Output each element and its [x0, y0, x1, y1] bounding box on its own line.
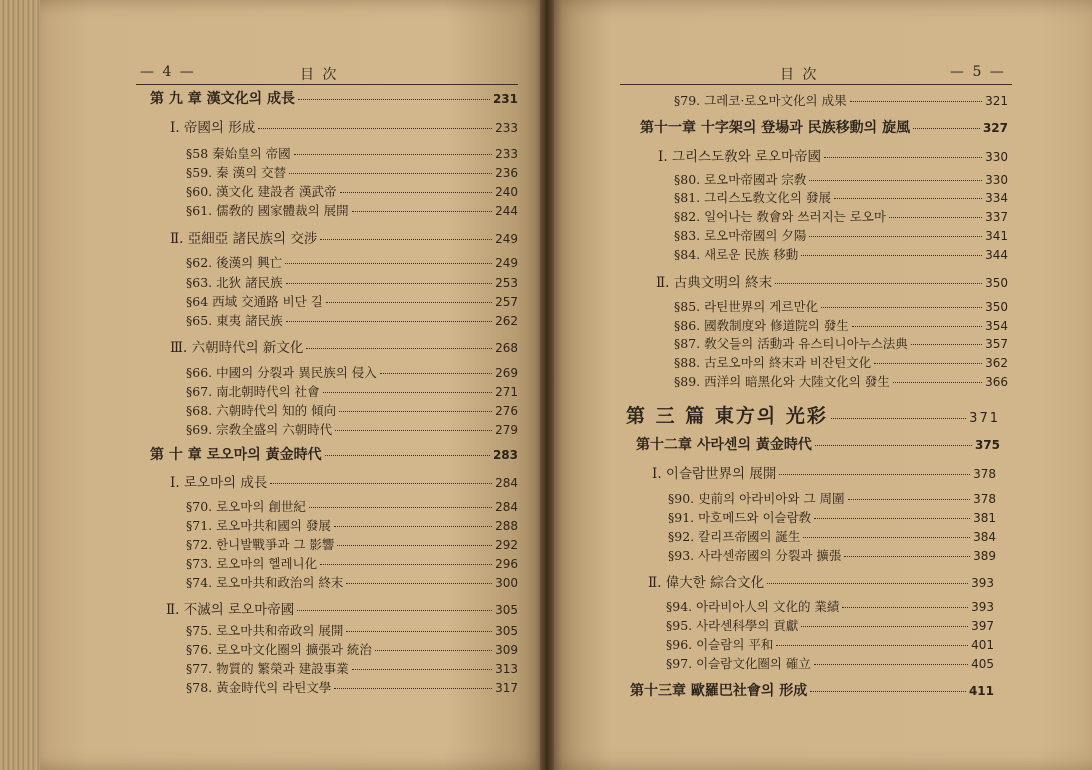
toc-entry: §66. 中國의 分裂과 異民族의 侵入 269 [186, 365, 518, 380]
left-page-number: — 4 — [140, 64, 196, 80]
toc-entry: §78. 黃金時代의 라틴文學 317 [186, 680, 518, 695]
toc-entry: §95. 사라센科學의 貢獻 397 [666, 618, 994, 633]
toc-entry: §62. 後漢의 興亡 249 [186, 255, 518, 270]
toc-entry: §75. 로오마共和帝政의 展開 305 [186, 623, 518, 638]
toc-entry: §81. 그리스도敎文化의 發展 334 [674, 190, 1008, 205]
toc-entry: §76. 로오마文化圈의 擴張과 統治 309 [186, 642, 518, 657]
toc-entry: §58 秦始皇의 帝國 233 [186, 146, 518, 161]
right-page-number: — 5 — [950, 64, 1006, 80]
toc-entry: Ⅱ. 偉大한 綜合文化 393 [648, 575, 994, 591]
toc-entry: §64 西域 交通路 비단 길 257 [186, 294, 518, 309]
toc-entry: Ⅰ. 帝國의 形成 233 [170, 120, 518, 136]
left-header-rule [136, 84, 518, 85]
toc-entry: §87. 敎父들의 活動과 유스티니아누스法典 357 [674, 336, 1008, 351]
toc-entry: §84. 새로운 民族 移動 344 [674, 247, 1008, 262]
toc-entry: §94. 아라비아人의 文化的 業績 393 [666, 599, 994, 614]
toc-entry: §82. 일어나는 敎會와 쓰러지는 로오마 337 [674, 209, 1008, 224]
toc-part-entry: 第 三 篇 東方의 光彩 371 [626, 405, 1000, 427]
toc-entry: 第十三章 歐羅巴社會의 形成 411 [630, 683, 994, 699]
toc-entry: §68. 六朝時代의 知的 傾向 276 [186, 403, 518, 418]
toc-entry: Ⅰ. 이슬람世界의 展開 378 [652, 466, 996, 482]
toc-entry: 第十一章 十字架의 登場과 民族移動의 旋風 327 [640, 120, 1008, 136]
toc-entry: §65. 東夷 諸民族 262 [186, 313, 518, 328]
book-spine [540, 0, 554, 770]
toc-entry: §72. 한니발戰爭과 그 影響 292 [186, 537, 518, 552]
toc-entry: Ⅱ. 不滅의 로오마帝國 305 [166, 602, 518, 618]
toc-entry: §85. 라틴世界의 게르만化 350 [674, 299, 1008, 314]
toc-entry: §91. 마호메드와 이슬람敎 381 [668, 510, 996, 525]
toc-entry: §80. 로오마帝國과 宗敎 330 [674, 172, 1008, 187]
right-header-title: 目 次 [780, 67, 819, 83]
toc-entry: §61. 儒敎的 國家體裁의 展開 244 [186, 203, 518, 218]
toc-entry: §79. 그레코·로오마文化의 成果 321 [674, 93, 1008, 108]
toc-entry: §77. 物質的 繁榮과 建設事業 313 [186, 661, 518, 676]
left-header-title: 目 次 [300, 67, 339, 83]
toc-entry: Ⅱ. 亞細亞 諸民族의 交涉 249 [170, 231, 518, 247]
right-header-rule [620, 84, 1012, 85]
toc-entry: §90. 史前의 아라비아와 그 周圍 378 [668, 491, 996, 506]
toc-entry: 第十二章 사라센의 黃金時代 375 [636, 437, 1000, 453]
toc-entry: Ⅰ. 로오마의 成長 284 [170, 475, 518, 491]
toc-entry: §86. 國敎制度와 修道院의 發生 354 [674, 318, 1008, 333]
toc-entry: §83. 로오마帝國의 夕陽 341 [674, 228, 1008, 243]
toc-entry: 第 九 章 漢文化의 成長 231 [150, 91, 518, 107]
toc-entry: §89. 西洋의 暗黑化와 大陸文化의 發生 366 [674, 374, 1008, 389]
toc-entry: §93. 사라센帝國의 分裂과 擴張 389 [668, 548, 996, 563]
toc-entry: §67. 南北朝時代의 社會 271 [186, 384, 518, 399]
toc-entry: Ⅰ. 그리스도敎와 로오마帝國 330 [658, 149, 1008, 165]
toc-entry: §63. 北狄 諸民族 253 [186, 275, 518, 290]
toc-entry: §69. 宗敎全盛의 六朝時代 279 [186, 422, 518, 437]
toc-entry: §73. 로오마의 헬레니化 296 [186, 556, 518, 571]
toc-entry: §70. 로오마의 創世紀 284 [186, 499, 518, 514]
toc-entry: Ⅱ. 古典文明의 終末 350 [656, 275, 1008, 291]
toc-entry: §71. 로오마共和國의 發展 288 [186, 518, 518, 533]
toc-entry: Ⅲ. 六朝時代의 新文化 268 [170, 340, 518, 356]
toc-entry: §96. 이슬람의 平和 401 [666, 637, 994, 652]
toc-entry: §74. 로오마共和政治의 終末 300 [186, 575, 518, 590]
toc-entry: §97. 이슬람文化圈의 確立 405 [666, 656, 994, 671]
toc-entry: §60. 漢文化 建設者 漢武帝 240 [186, 184, 518, 199]
toc-entry: 第 十 章 로오마의 黃金時代 283 [150, 447, 518, 463]
toc-entry: §88. 古로오마의 終末과 비잔틴文化 362 [674, 355, 1008, 370]
toc-entry: §59. 秦 漢의 交替 236 [186, 165, 518, 180]
toc-entry: §92. 칼리프帝國의 誕生 384 [668, 529, 996, 544]
